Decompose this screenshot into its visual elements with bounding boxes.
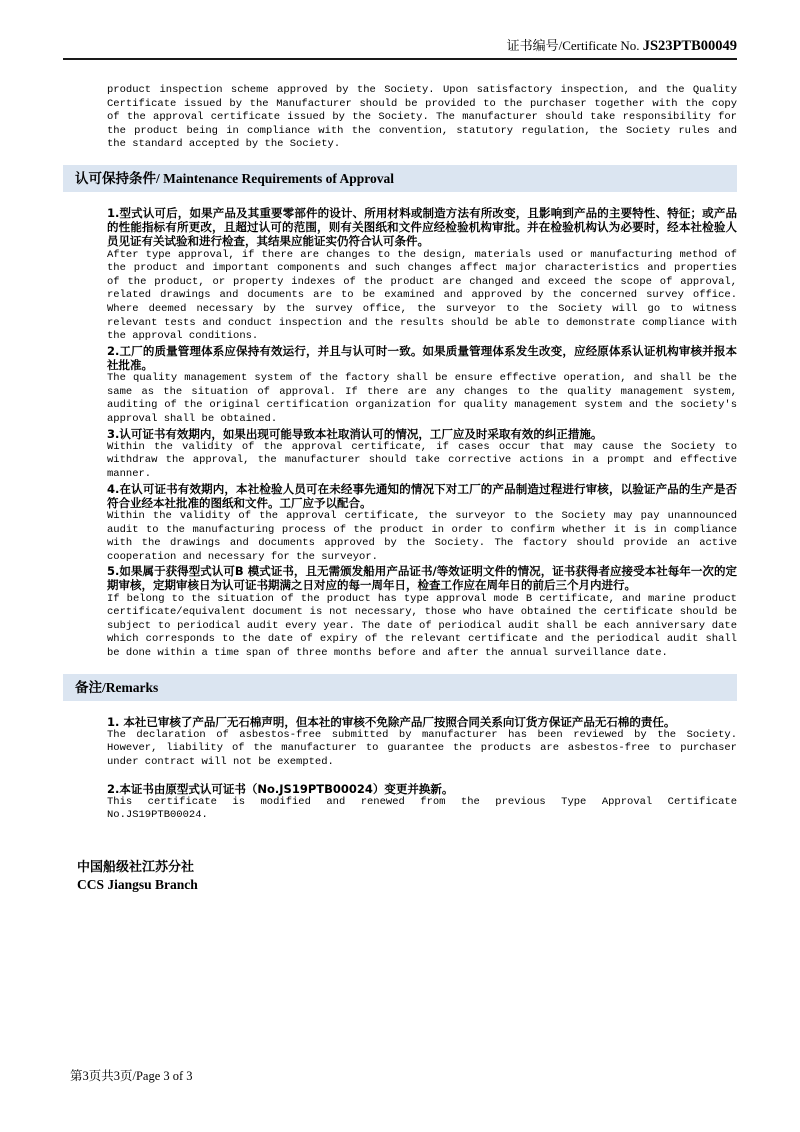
maintenance-item-4-en: Within the validity of the approval certificate, the surveyor to the Society may pay unannounced audit to the manufacturing process of the product in order to confirm whether it is in compliance with the drawings and documents approved by the Society. The factory should provide an active cooperation and necessary for the surveyor. <box>107 509 737 563</box>
issuing-branch-name-en: CCS Jiangsu Branch <box>77 877 198 893</box>
maintenance-item-2 <box>107 344 737 427</box>
section-title-remarks: 备注/Remarks <box>63 674 737 701</box>
maintenance-item-2-zh: 2.工厂的质量管理体系应保持有效运行，并且与认可时一致。如果质量管理体系发生改变，应经原体系认证机构审核并报本社批准。 <box>107 343 737 372</box>
certificate-number-label: 证书编号/Certificate No. <box>506 38 643 53</box>
maintenance-item-3-en: Within the validity of the approval certificate, if cases occur that may cause the Society to withdraw the approval, the manufacturer should take corrective actions in a prompt and effective manner. <box>107 440 737 480</box>
maintenance-item-2-en: The quality management system of the factory shall be ensure effective operation, and shall be the same as the situation of approval. If there are any changes to the quality management system, auditing of the original certification organization for quality management system and the society's approval shall be obtained. <box>107 372 737 425</box>
remark-1 <box>107 715 737 770</box>
maintenance-item-4 <box>107 482 737 565</box>
certificate-header <box>63 38 737 54</box>
remark-2-en: This certificate is modified and renewed from the previous Type Approval Certificate No.JS19PTB00024. <box>107 795 737 822</box>
remark-2 <box>107 782 737 823</box>
header-rule <box>63 58 737 60</box>
remark-1-en: The declaration of asbestos-free submitted by manufacturer has been reviewed by the Society. However, liability of the manufacturer to guarantee the products are asbestos-free to purchaser under contract will not be exempted. <box>107 728 737 769</box>
maintenance-item-5-zh: 5.如果属于获得型式认可B 模式证书，且无需颁发船用产品证书/等效证明文件的情况，证书获得者应接受本社每年一次的定期审核，定期审核日为认可证书期满之日对应的每一周年日，检查工作应在周年日的前后三个月内进行。 <box>107 564 737 593</box>
issuing-branch-name-zh: 中国船级社江苏分社 <box>77 860 195 876</box>
remark-1-zh: 1. 本社已审核了产品厂无石棉声明，但本社的审核不免除产品厂按照合同关系向订货方保证产品无石棉的责任。 <box>107 714 676 729</box>
page-number: 第3页共3页/Page 3 of 3 <box>70 1069 193 1083</box>
maintenance-item-1-zh: 1.型式认可后，如果产品及其重要零部件的设计、所用材料或制造方法有所改变，且影响到产品的主要特性、特征；或产品的性能指标有所更改，且超过认可的范围，则有关图纸和文件应经检验机构审批。并在检验机构认为必要时，经本社检验人员见证有关试验和进行检查，其结果应能证实仍符合认可条件。 <box>107 205 737 249</box>
remark-2-zh: 2.本证书由原型式认可证书（No.JS19PTB00024）变更并换新。 <box>107 781 454 796</box>
maintenance-item-5 <box>107 564 737 660</box>
maintenance-item-5-en: If belong to the situation of the product has type approval mode B certificate, and marine product certificate/equivalent document is not necessary, those who have obtained the certificate should be subject to periodical audit every year. The date of periodical audit shall be each anniversary date which corresponds to the date of expiry of the relevant certificate and the periodical audit shall be done within a time span of three months before and after the annual surveillance date. <box>107 592 737 660</box>
maintenance-item-4-zh: 4.在认可证书有效期内，本社检验人员可在未经事先通知的情况下对工厂的产品制造过程进行审核，以验证产品的生产是否符合业经本社批准的图纸和文件。工厂应予以配合。 <box>107 481 737 510</box>
maintenance-item-1 <box>107 206 737 344</box>
maintenance-item-3-zh: 3.认可证书有效期内，如果出现可能导致本社取消认可的情况，工厂应及时采取有效的纠正措施。 <box>107 426 603 441</box>
section-title-maintenance-requirements: 认可保持条件/ Maintenance Requirements of Approval <box>63 165 737 192</box>
intro-paragraph: product inspection scheme approved by the Society. Upon satisfactory inspection, and the Quality Certificate issued by the Manufacturer should be provided to the purchaser together with the copy of the approval certificate issued by the Society. The manufacturer should take responsibility for the product being in compliance with the convention, statutory regulation, the Society rules and the standard accepted by the Society. <box>107 84 737 151</box>
issuing-branch-signature <box>77 859 737 893</box>
maintenance-item-1-en: After type approval, if there are changes to the design, materials used or manufacturing method of the product and important components and such changes affect major characteristics and properties of the product, or property indexes of the product are changed and exceed the scope of approval, related drawings and documents are to be examined and approved by the concerned survey office. Where deemed necessary by the survey office, the surveyor to the Society will go to witness relevant tests and conduct inspection and the results should be able to demonstrate compliance with the approval conditions. <box>107 248 737 343</box>
maintenance-item-3 <box>107 427 737 482</box>
document-body <box>63 84 737 893</box>
certificate-number-value: JS23PTB00049 <box>642 38 737 54</box>
